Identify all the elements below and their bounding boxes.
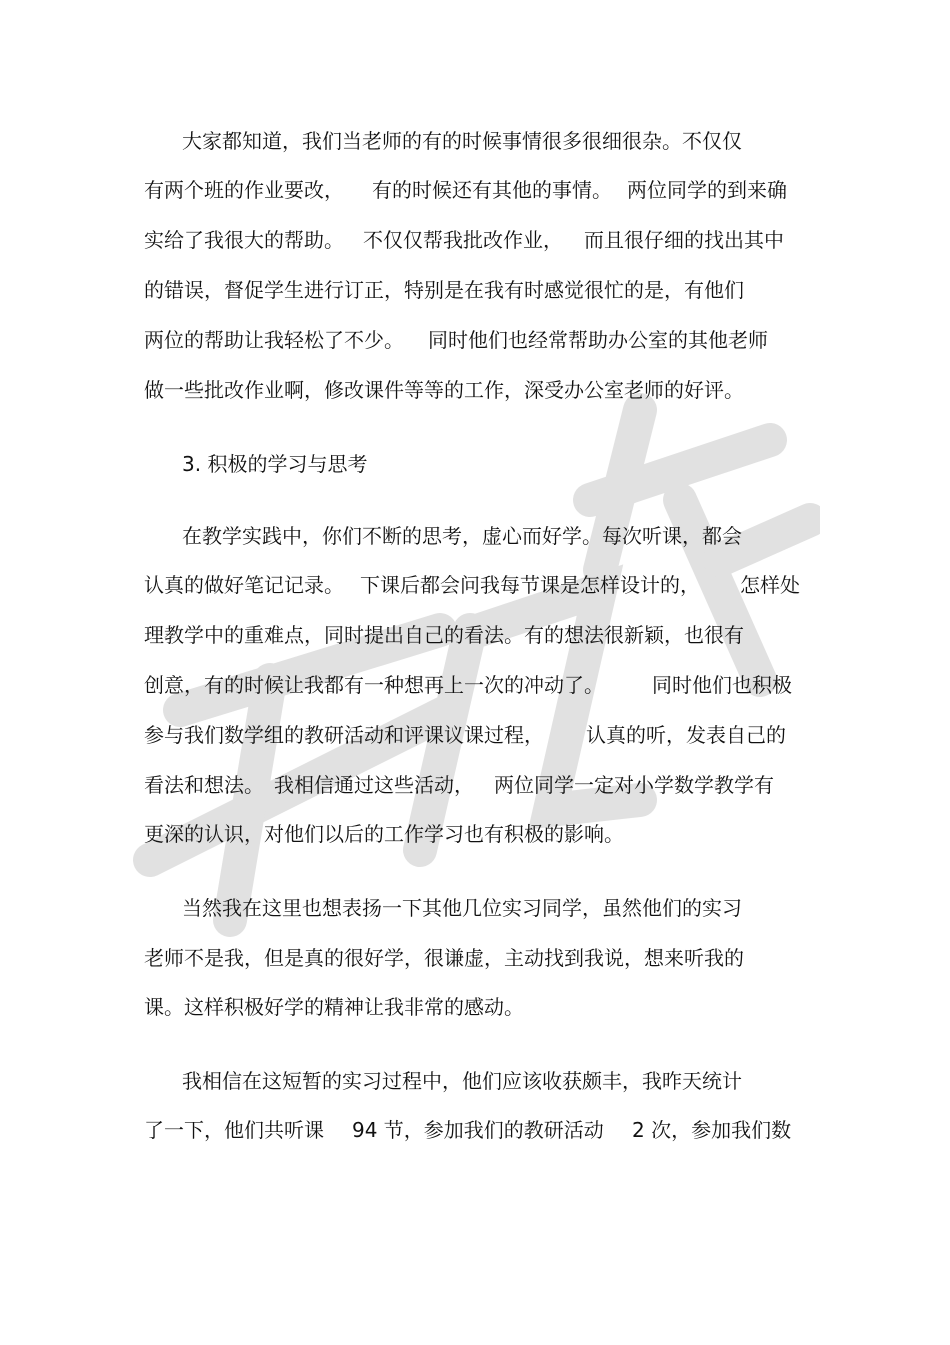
text-segment: 有两个班的作业要改， (144, 178, 344, 202)
text-segment: 不仅仅帮我批改作业， (363, 228, 563, 252)
text-segment: 下课后都会问我每节课是怎样设计的， (360, 573, 700, 597)
text-segment: 做一些批改作业啊，修改课件等等的工作，深受办公室老师的好评。 (144, 378, 744, 402)
text-line (0, 519, 950, 553)
text-segment: 两位同学一定对小学数学教学有 (494, 773, 774, 797)
text-segment: 理教学中的重难点，同时提出自己的看法。有的想法很新颖，也很有 (144, 623, 744, 647)
text-line (0, 1064, 950, 1098)
text-line (0, 124, 950, 158)
text-line (0, 173, 950, 207)
text-line (0, 273, 950, 307)
text-segment: 参与我们数学组的教研活动和评课议课过程， (144, 723, 544, 747)
text-segment: 认真的做好笔记记录。 (144, 573, 344, 597)
text-segment: 在教学实践中，你们不断的思考，虚心而好学。每次听课，都会 (182, 524, 742, 548)
section-heading-text: 3. 积极的学习与思考 (182, 452, 368, 476)
text-line (0, 891, 950, 925)
section-heading (0, 447, 950, 481)
text-segment: 大家都知道，我们当老师的有的时候事情很多很细很杂。不仅仅 (182, 129, 742, 153)
text-line (0, 1113, 950, 1147)
text-segment: 创意，有的时候让我都有一种想再上一次的冲动了。 (144, 673, 604, 697)
text-line (0, 941, 950, 975)
text-segment: 有的时候还有其他的事情。 (372, 178, 612, 202)
text-segment: 而且很仔细的找出其中 (584, 228, 784, 252)
text-segment: 看法和想法。 (144, 773, 264, 797)
text-segment: 实给了我很大的帮助。 (144, 228, 344, 252)
text-segment: 同时他们也积极 (652, 673, 792, 697)
text-segment: 怎样处 (740, 573, 800, 597)
text-segment: 课。这样积极好学的精神让我非常的感动。 (144, 995, 524, 1019)
text-segment: 2 次，参加我们数 (632, 1118, 792, 1142)
text-segment: 同时他们也经常帮助办公室的其他老师 (428, 328, 768, 352)
text-segment: 我相信在这短暂的实习过程中，他们应该收获颇丰，我昨天统计 (182, 1069, 742, 1093)
text-line (0, 768, 950, 802)
text-line (0, 618, 950, 652)
text-segment: 我相信通过这些活动， (274, 773, 474, 797)
text-line (0, 568, 950, 602)
text-segment: 94 节，参加我们的教研活动 (352, 1118, 604, 1142)
text-line (0, 718, 950, 752)
text-line (0, 817, 950, 851)
text-line (0, 668, 950, 702)
text-segment: 当然我在这里也想表扬一下其他几位实习同学，虽然他们的实习 (182, 896, 742, 920)
text-segment: 更深的认识，对他们以后的工作学习也有积极的影响。 (144, 822, 624, 846)
text-segment: 认真的听，发表自己的 (586, 723, 786, 747)
text-segment: 老师不是我，但是真的很好学，很谦虚，主动找到我说，想来听我的 (144, 946, 744, 970)
text-line (0, 373, 950, 407)
text-segment: 的错误，督促学生进行订正，特别是在我有时感觉很忙的是，有他们 (144, 278, 744, 302)
text-line (0, 323, 950, 357)
text-line (0, 223, 950, 257)
text-segment: 两位的帮助让我轻松了不少。 (144, 328, 404, 352)
text-segment: 两位同学的到来确 (627, 178, 787, 202)
text-segment: 了一下，他们共听课 (144, 1118, 324, 1142)
text-line (0, 990, 950, 1024)
